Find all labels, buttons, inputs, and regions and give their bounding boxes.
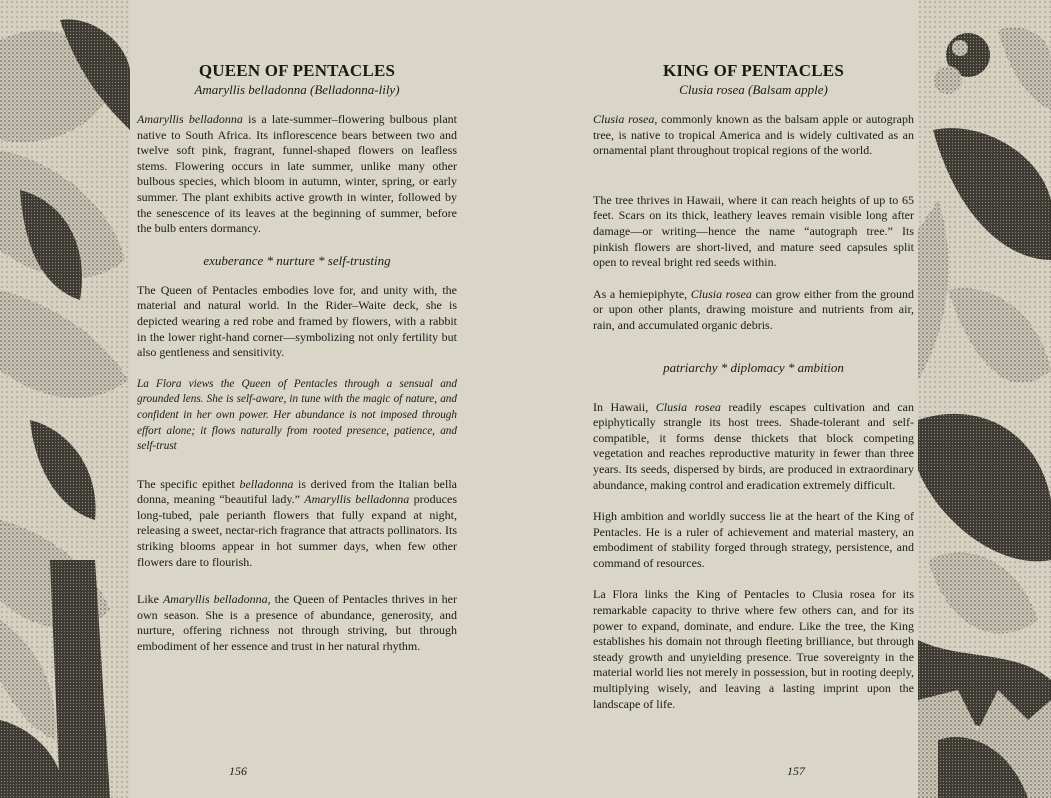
left-paragraph-4: [137, 477, 457, 571]
left-quote: La Flora views the Queen of Pentacles through a sensual and grounded lens. She is self-aware, in tune with the magic of nature, and confident in her own power. Her abundance is not imposed through effort alone; it flows naturally from rooted presence, patience, and self-trust: [137, 377, 457, 453]
left-keywords: exuberance * nurture * self-trusting: [203, 252, 391, 268]
text-run: As a hemiepiphyte,: [593, 286, 691, 301]
text-run: produces long-tubed, pale perianth flowers that fully expand at night, releasing a sweet, nectar-rich fragrance that attracts pollinators. Its striking blooms appear in hot summer days, when few other flowers dare to flourish.: [137, 492, 457, 569]
text-run: In Hawaii,: [593, 399, 656, 414]
text-run: , commonly known as the balsam apple or autograph tree, is native to tropical America and is widely cultivated as an ornamental plant throughout tropical regions of the world.: [593, 112, 915, 158]
species-name: Amaryllis belladonna: [137, 112, 243, 126]
species-name: Clusia rosea: [655, 399, 721, 414]
left-paragraph-2: The Queen of Pentacles embodies love for, and unity with, the material and natural world. In the Rider–Waite deck, she is depicted wearing a red robe and framed by flowers, with a rabbit in the lower right-hand corner—symbolizing not only fertility but also gentleness and sensitivity.: [137, 282, 457, 360]
clusia-engraving-icon: [918, 0, 1051, 798]
right-page: [593, 60, 914, 712]
right-paragraph-4: [593, 400, 914, 494]
species-name: Amaryllis belladonna: [304, 492, 410, 507]
right-paragraph-3: [593, 287, 914, 334]
left-page-title: QUEEN OF PENTACLES: [198, 61, 396, 80]
left-page-number: 156: [229, 764, 247, 778]
right-paragraph-6: La Flora links the King of Pentacles to Clusia rosea for its remarkable capacity to thrive where few others can, and for its power to expand, dominate, and endure. Like the tree, the King establishes his domain not through fleeting brilliance, but through steady growth and unyielding presence. True sovereignty in the material world lies not merely in possession, but in rooting deeply, multiplying wisely, and leaving a lasting imprint upon the landscape of life.: [593, 587, 914, 711]
right-page-number: 157: [787, 764, 805, 778]
clusia-illustration: [918, 0, 1051, 798]
left-paragraph-5: [137, 592, 457, 654]
species-name: Clusia rosea: [690, 286, 752, 301]
right-keywords: patriarchy * diplomacy * ambition: [663, 359, 844, 375]
text-run: The specific epithet: [137, 476, 240, 491]
amaryllis-engraving-icon: [0, 0, 130, 798]
epithet: belladonna: [239, 476, 294, 491]
right-paragraph-2: The tree thrives in Hawaii, where it can reach heights of up to 65 feet. Scars on its thick, leathery leaves remain visible long after damage—or writing—hence the name “autograph tree.” Its pinkish flowers are short-lived, and mature seed capsules split open to reveal bright red seeds within.: [593, 192, 914, 270]
text-run: Like: [137, 592, 163, 607]
left-page: [137, 60, 457, 655]
species-name: Clusia rosea: [593, 112, 655, 126]
amaryllis-illustration: [0, 0, 130, 798]
right-page-subtitle: Clusia rosea (Balsam apple): [679, 82, 828, 97]
left-page-subtitle: Amaryllis belladonna (Belladonna-lily): [194, 82, 400, 97]
text-run: readily escapes cultivation and can epiphytically strangle its host trees. Shade-tolerant and self-compatible, it forms dense thickets that block competing vegetation and reaches reproductive maturity in fewer than three years. Its seeds, dispersed by birds, are produced in extraordinary abundance, making control and eradication extremely difficult.: [593, 399, 915, 492]
species-name: Amaryllis belladonna: [162, 592, 268, 607]
text-run: , the Queen of Pentacles thrives in her own season. She is a presence of abundance, generosity, and nurture, offering richness not through striving, but through embodiment of her essence and trust in her natural rhythm.: [137, 592, 457, 654]
intro-text: is a late-summer–flowering bulbous plant native to South Africa. Its inflorescence bears between two and twelve soft pink, fragrant, funnel-shaped flowers on leafless stems. Flowering occurs in late summer, unlike many other bulbous species, which bloom in autumn, winter, spring, or early summer. The plant exhibits active growth in winter, followed by the senescence of its leaves at the beginning of summer, before the bulb enters dormancy.: [137, 112, 457, 236]
text-run: can grow either from the ground or upon other plants, drawing moisture and nutrients from air, rain, and accumulated organic debris.: [593, 286, 915, 332]
right-paragraph-1: [593, 112, 914, 159]
left-intro-paragraph: [137, 112, 457, 237]
right-paragraph-5: High ambition and worldly success lie at the heart of the King of Pentacles. He is a ruler of achievement and material mastery, an embodiment of stability forged through strategy, persistence, and command of resources.: [593, 509, 914, 570]
right-page-title: KING OF PENTACLES: [663, 61, 844, 80]
text-run: is derived from the Italian bella donna, meaning “beautiful lady.”: [137, 476, 457, 507]
